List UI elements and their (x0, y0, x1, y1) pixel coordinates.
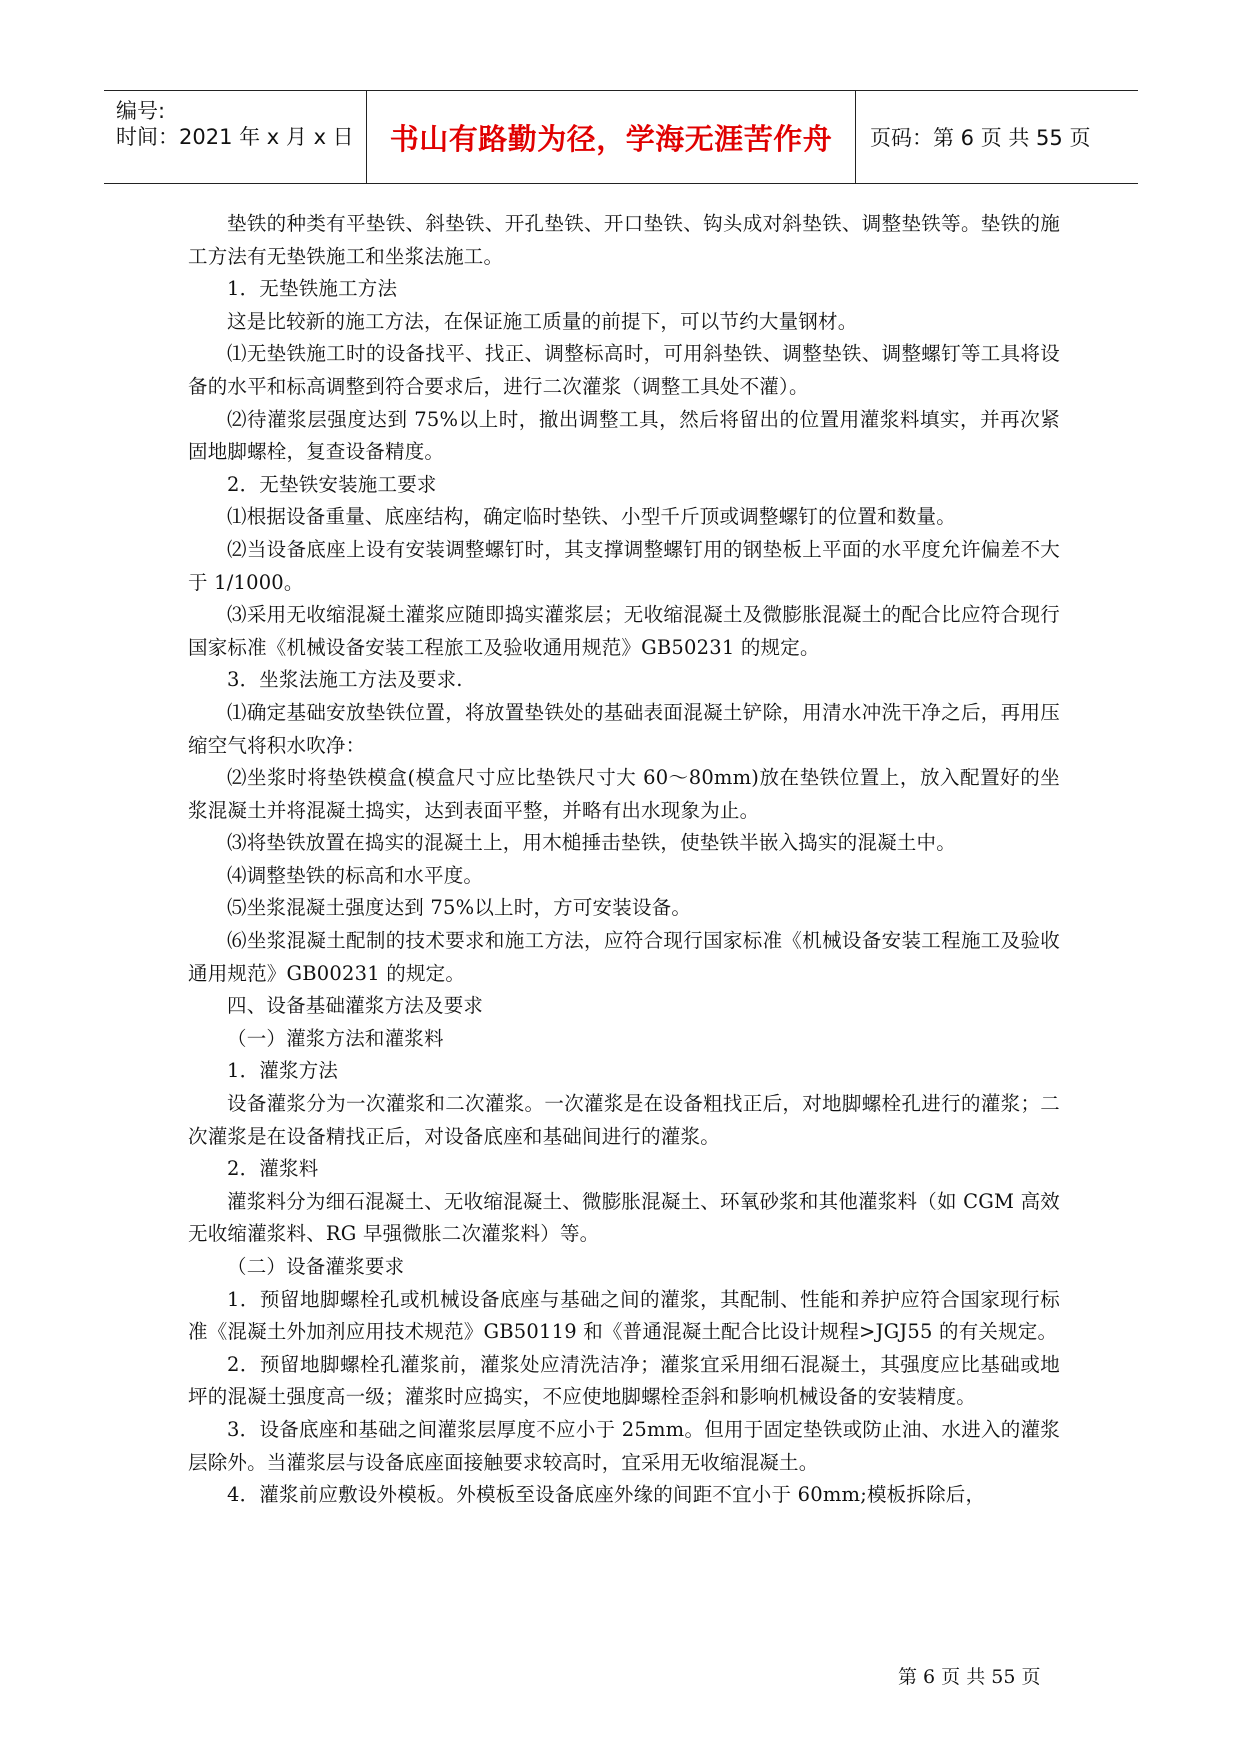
paragraph: ⑵待灌浆层强度达到 75%以上时，撤出调整工具，然后将留出的位置用灌浆料填实，并再次紧固地脚螺栓，复查设备精度。 (188, 407, 1060, 464)
paragraph: 2．无垫铁安装施工要求 (227, 472, 437, 496)
paragraph: 设备灌浆分为一次灌浆和二次灌浆。一次灌浆是在设备粗找正后，对地脚螺栓孔进行的灌浆；二次灌浆是在设备精找正后，对设备底座和基础间进行的灌浆。 (188, 1092, 1060, 1148)
paragraph: ⑹坐浆混凝土配制的技术要求和施工方法，应符合现行国家标准《机械设备安装工程施工及验收通用规范》GB00231 的规定。 (188, 929, 1060, 985)
paragraph: 3．设备底座和基础之间灌浆层厚度不应小于 25mm。但用于固定垫铁或防止油、水进入的灌浆层除外。当灌浆层与设备底座面接触要求较高时，宜采用无收缩混凝土。 (188, 1417, 1060, 1474)
paragraph: 2．灌浆料 (227, 1157, 319, 1181)
paragraph: ⑵当设备底座上设有安装调整螺钉时，其支撑调整螺钉用的钢垫板上平面的水平度允许偏差不大于 1/1000。 (188, 537, 1060, 594)
paragraph: ⑵坐浆时将垫铁模盒(模盒尺寸应比垫铁尺寸大 60～80mm)放在垫铁位置上，放入配置好的坐浆混凝土并将混凝土捣实，达到表面平整，并略有出水现象为止。 (188, 766, 1060, 822)
subsection-heading: （二）设备灌浆要求 (227, 1255, 405, 1278)
time-label: 时间：2021 年 x 月 x 日 (116, 125, 354, 149)
paragraph: ⑴无垫铁施工时的设备找平、找正、调整标高时，可用斜垫铁、调整垫铁、调整螺钉等工具将设备的水平和标高调整到符合要求后，进行二次灌浆（调整工具处不灌）。 (188, 342, 1060, 398)
paragraph: ⑷调整垫铁的标高和水平度。 (227, 863, 484, 887)
paragraph: 1．无垫铁施工方法 (227, 277, 398, 301)
paragraph: 这是比较新的施工方法，在保证施工质量的前提下，可以节约大量钢材。 (227, 309, 858, 333)
paragraph: ⑴根据设备重量、底座结构，确定临时垫铁、小型千斤顶或调整螺钉的位置和数量。 (227, 505, 956, 529)
page-header (104, 90, 1138, 184)
paragraph: ⑶采用无收缩混凝土灌浆应随即捣实灌浆层；无收缩混凝土及微膨胀混凝土的配合比应符合现行国家标准《机械设备安装工程旅工及验收通用规范》GB50231 的规定。 (188, 603, 1060, 659)
paragraph: 1．预留地脚螺栓孔或机械设备底座与基础之间的灌浆，其配制、性能和养护应符合国家现行标准《混凝土外加剂应用技术规范》GB50119 和《普通混凝土配合比设计规程>JGJ55 的有关规定。 (188, 1287, 1060, 1344)
motto: 书山有路勤为径，学海无涯苦作舟 (367, 91, 856, 183)
paragraph: 2．预留地脚螺栓孔灌浆前，灌浆处应清洗洁净；灌浆宜采用细石混凝土，其强度应比基础或地坪的混凝土强度高一级；灌浆时应捣实，不应使地脚螺栓歪斜和影响机械设备的安装精度。 (188, 1352, 1060, 1409)
header-meta (104, 91, 367, 183)
page-footer: 第 6 页 共 55 页 (898, 1666, 1041, 1688)
paragraph: 3．坐浆法施工方法及要求. (227, 668, 463, 692)
paragraph: 1．灌浆方法 (227, 1059, 339, 1083)
page-info: 页码：第 6 页 共 55 页 (870, 126, 1091, 150)
section-heading: 四、设备基础灌浆方法及要求 (227, 994, 484, 1018)
paragraph: 垫铁的种类有平垫铁、斜垫铁、开孔垫铁、开口垫铁、钩头成对斜垫铁、调整垫铁等。垫铁的施工方法有无垫铁施工和坐浆法施工。 (188, 212, 1060, 268)
document-body (188, 208, 1060, 1512)
paragraph: 4．灌浆前应敷设外模板。外模板至设备底座外缘的间距不宜小于 60mm;模板拆除后， (227, 1483, 986, 1507)
number-label: 编号: (116, 99, 166, 123)
paragraph: ⑴确定基础安放垫铁位置，将放置垫铁处的基础表面混凝土铲除，用清水冲洗干净之后，再用压缩空气将积水吹净： (188, 700, 1060, 757)
subsection-heading: （一）灌浆方法和灌浆料 (227, 1026, 444, 1050)
paragraph: ⑶将垫铁放置在捣实的混凝土上，用木槌捶击垫铁，使垫铁半嵌入捣实的混凝土中。 (227, 831, 956, 855)
paragraph: ⑸坐浆混凝土强度达到 75%以上时，方可安装设备。 (227, 896, 692, 920)
paragraph: 灌浆料分为细石混凝土、无收缩混凝土、微膨胀混凝土、环氧砂浆和其他灌浆料（如 CGM 高效无收缩灌浆料、RG 早强微胀二次灌浆料）等。 (188, 1189, 1060, 1246)
